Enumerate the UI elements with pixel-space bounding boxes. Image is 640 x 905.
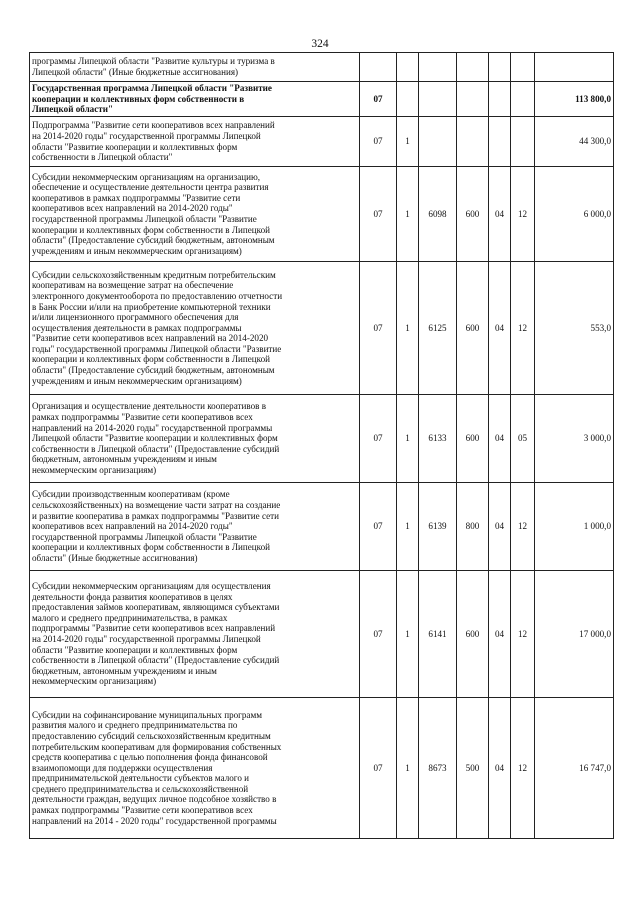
table-cell-target-article: 8673: [419, 698, 457, 839]
table-cell-expense-type: 600: [457, 167, 489, 262]
table-cell-expense-type: [457, 53, 489, 82]
table-cell-subsection: 04: [489, 167, 511, 262]
table-cell-description: Субсидии производственным кооперативам (кроме сельскохозяйственных) на возмещение части затрат на создание и развитие кооператива в рамках подпрограммы "Развитие сети кооперативов всех направлений на 2014-2020 годы" государственной программы Липецкой области "Развитие кооперации и коллективных форм собственности в Липецкой области" (Иные бюджетные ассигнования): [30, 483, 360, 571]
table-cell-subprogram: 1: [397, 117, 419, 167]
table-cell-expense-type: 800: [457, 483, 489, 571]
table-cell-section: [360, 53, 397, 82]
table-cell-target-article: 6141: [419, 571, 457, 698]
table-cell-subsection-code: 12: [511, 483, 535, 571]
table-cell-section: 07: [360, 571, 397, 698]
table-cell-subprogram: 1: [397, 483, 419, 571]
table-cell-description: Государственная программа Липецкой области "Развитие кооперации и коллективных форм собственности в Липецкой области": [30, 82, 360, 117]
table-cell-subprogram: [397, 82, 419, 117]
table-cell-subsection-code: 05: [511, 395, 535, 483]
table-cell-section: 07: [360, 262, 397, 395]
table-cell-section: 07: [360, 82, 397, 117]
table-row: [30, 53, 614, 82]
table-cell-description: Субсидии некоммерческим организациям на организацию, обеспечение и осуществление деятельности центра развития кооперативов в рамках подпрограммы "Развитие сети кооперативов всех направлений на 2014-2020 годы" государственной программы Липецкой области "Развитие кооперации и коллективных форм собственности в Липецкой области" (Предоставление субсидий бюджетным, автономным учреждениям и иным некоммерческим организациям): [30, 167, 360, 262]
table-row: [30, 167, 614, 262]
table-cell-subsection-code: 12: [511, 698, 535, 839]
table-cell-subprogram: [397, 53, 419, 82]
table-cell-target-article: 6125: [419, 262, 457, 395]
table-cell-target-article: 6133: [419, 395, 457, 483]
table-row: [30, 82, 614, 117]
table-cell-description: Субсидии некоммерческим организациям для осуществления деятельности фонда развития кооперативов в целях предоставления займов кооперативам, являющимся субъектами малого и среднего предпринимательства, в рамках подпрограммы "Развитие сети кооперативов всех направлений на 2014-2020 годы" государственной программы Липецкой области "Развитие кооперации и коллективных форм собственности в Липецкой области" (Предоставление субсидий бюджетным, автономным учреждениям и иным некоммерческим организациям): [30, 571, 360, 698]
table-cell-amount: 16 747,0: [535, 698, 614, 839]
table-cell-amount: 3 000,0: [535, 395, 614, 483]
table-cell-target-article: 6139: [419, 483, 457, 571]
table-cell-target-article: [419, 117, 457, 167]
table-cell-description: Субсидии на софинансирование муниципальных программ развития малого и среднего предпринимательства по предоставлению субсидий сельскохозяйственным кредитным потребительским кооперативам для формирования собственных средств кооператива с целью пополнения фонда финансовой взаимопомощи для поддержки осуществления предпринимательской деятельности субъектов малого и среднего предпринимательства и сельскохозяйственной деятельности граждан, ведущих личное подсобное хозяйство в рамках подпрограммы "Развитие сети кооперативов всех направлений на 2014 - 2020 годы" государственной программы: [30, 698, 360, 839]
table-cell-subsection: [489, 117, 511, 167]
table-row: [30, 571, 614, 698]
table-cell-section: 07: [360, 117, 397, 167]
table-cell-description: Субсидии сельскохозяйственным кредитным потребительским кооперативам на возмещение затрат на обеспечение электронного документооборота по предоставлению отчетности в Банк России и/или на приобретение компьютерной техники и/или лицензионного программного обеспечения для осуществления деятельности в рамках подпрограммы "Развитие сети кооперативов всех направлений на 2014-2020 годы" государственной программы Липецкой области "Развитие кооперации и коллективных форм собственности в Липецкой области" (Предоставление субсидий бюджетным, автономным учреждениям и иным некоммерческим организациям): [30, 262, 360, 395]
table-row: [30, 698, 614, 839]
table-cell-target-article: 6098: [419, 167, 457, 262]
page-number: 324: [311, 38, 329, 50]
table-cell-amount: 6 000,0: [535, 167, 614, 262]
table-cell-section: 07: [360, 483, 397, 571]
table-row: [30, 395, 614, 483]
table-cell-subsection: 04: [489, 698, 511, 839]
table-cell-amount: 44 300,0: [535, 117, 614, 167]
table-row: [30, 117, 614, 167]
table-cell-target-article: [419, 53, 457, 82]
table-cell-subsection: [489, 53, 511, 82]
table-cell-subsection-code: [511, 82, 535, 117]
table-cell-subprogram: 1: [397, 167, 419, 262]
table-cell-subprogram: 1: [397, 395, 419, 483]
table-cell-target-article: [419, 82, 457, 117]
table-cell-subsection: 04: [489, 262, 511, 395]
table-row: [30, 483, 614, 571]
table-cell-expense-type: [457, 117, 489, 167]
table-cell-subsection-code: 12: [511, 571, 535, 698]
table-cell-expense-type: 600: [457, 395, 489, 483]
table-cell-subsection-code: [511, 53, 535, 82]
table-cell-expense-type: 500: [457, 698, 489, 839]
table-cell-amount: 17 000,0: [535, 571, 614, 698]
table-cell-subprogram: 1: [397, 698, 419, 839]
table-cell-subsection-code: [511, 117, 535, 167]
table-cell-amount: 1 000,0: [535, 483, 614, 571]
table-row: [30, 262, 614, 395]
table-cell-description: программы Липецкой области "Развитие культуры и туризма в Липецкой области" (Иные бюджетные ассигнования): [30, 53, 360, 82]
table-cell-subsection-code: 12: [511, 262, 535, 395]
table-cell-section: 07: [360, 698, 397, 839]
table-cell-expense-type: 600: [457, 262, 489, 395]
table-cell-amount: [535, 53, 614, 82]
table-cell-amount: 113 800,0: [535, 82, 614, 117]
table-cell-subsection-code: 12: [511, 167, 535, 262]
table-cell-section: 07: [360, 167, 397, 262]
table-cell-subprogram: 1: [397, 262, 419, 395]
table-cell-subsection: [489, 82, 511, 117]
budget-table: [29, 52, 614, 839]
table-cell-section: 07: [360, 395, 397, 483]
table-cell-amount: 553,0: [535, 262, 614, 395]
table-cell-expense-type: 600: [457, 571, 489, 698]
table-cell-subsection: 04: [489, 483, 511, 571]
table-cell-description: Организация и осуществление деятельности кооперативов в рамках подпрограммы "Развитие сети кооперативов всех направлений на 2014-2020 годы" государственной программы Липецкой области "Развитие кооперации и коллективных форм собственности в Липецкой области" (Предоставление субсидий бюджетным, автономным учреждениям и иным некоммерческим организациям): [30, 395, 360, 483]
table-cell-subsection: 04: [489, 395, 511, 483]
table-cell-subprogram: 1: [397, 571, 419, 698]
table-cell-expense-type: [457, 82, 489, 117]
table-cell-subsection: 04: [489, 571, 511, 698]
table-cell-description: Подпрограмма "Развитие сети кооперативов всех направлений на 2014-2020 годы" государственной программы Липецкой области "Развитие кооперации и коллективных форм собственности в Липецкой области": [30, 117, 360, 167]
